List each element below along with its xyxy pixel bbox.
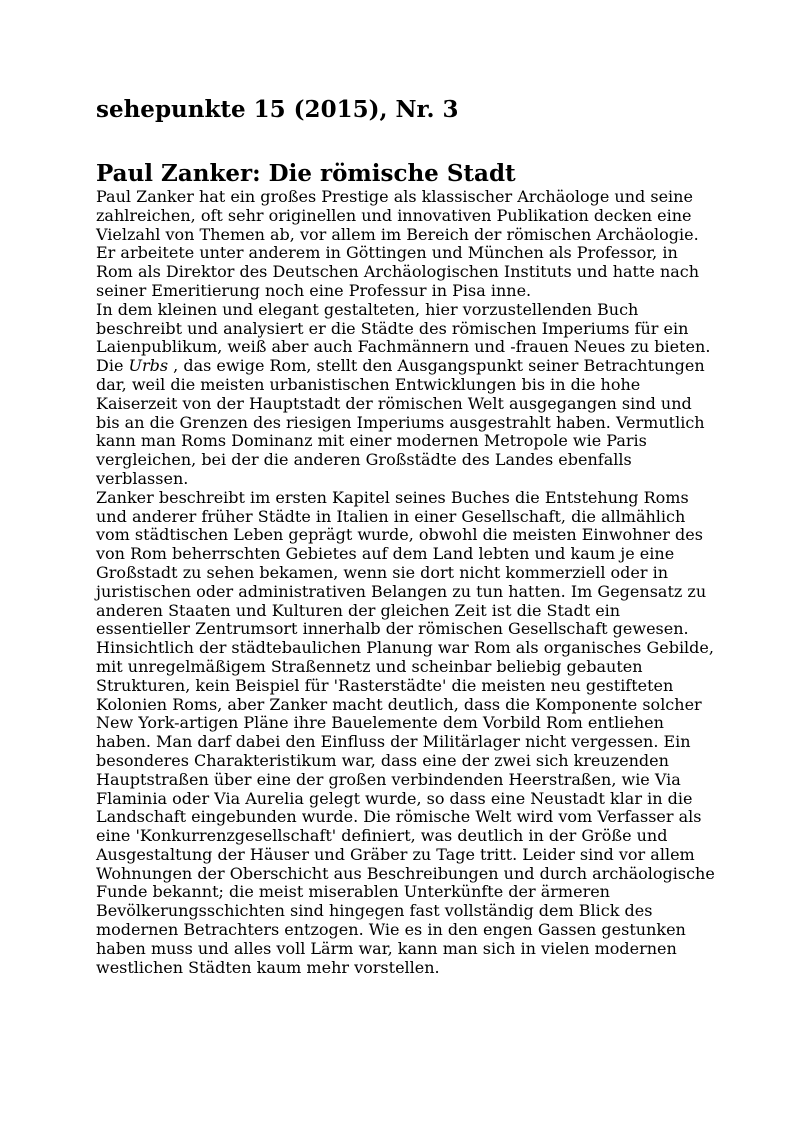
article-body — [96, 188, 716, 977]
paragraph-1-text: Paul Zanker hat ein großes Prestige als klassischer Archäologe und seine zahlreichen, oft sehr originellen und innovativen Publikation decken eine Vielzahl von Themen ab, vor allem im Bereich der römischen Archäologie. Er arbeitete unter anderem in Göttingen und München als Professor, in Rom als Direktor des Deutschen Archäologischen Instituts und hatte nach seiner Emeritierung noch eine Professur in Pisa inne. — [96, 187, 700, 300]
article-title: Paul Zanker: Die römische Stadt — [96, 160, 516, 187]
paragraph-3-text: Zanker beschreibt im ersten Kapitel seines Buches die Entstehung Roms und anderer früher Städte in Italien in einer Gesellschaft, die allmählich vom städtischen Leben geprägt wurde, obwohl die meisten Einwohner des von Rom beherrschten Gebietes auf dem Land lebten und kaum je eine Großstadt zu sehen bekamen, wenn sie dort nicht kommerziell oder in juristischen oder administrativen Belangen zu tun hatten. Im Gegensatz zu anderen Staaten und Kulturen der gleichen Zeit ist die Stadt ein essentieller Zentrumsort innerhalb der römischen Gesellschaft gewesen. — [96, 487, 707, 639]
paragraph-2-text-start: In dem kleinen und elegant gestalteten, hier vorzustellenden Buch beschreibt und analysiert er die Städte des römischen Imperiums für ein Laienpublikum, weiß aber auch Fachmännern und -frauen Neues zu bieten. Die — [96, 299, 711, 376]
paragraph-2-text-end: , das ewige Rom, stellt den Ausgangspunkt seiner Betrachtungen dar, weil die meisten urbanistischen Entwicklungen bis in die hohe Kaiserzeit von der Hauptstadt der römischen Welt ausgegangen sind und bis an die Grenzen des riesigen Imperiums ausgestrahlt haben. Vermutlich kann man Roms Dominanz mit einer modernen Metropole wie Paris vergleichen, bei der die anderen Großstädte des Landes ebenfalls verblassen. — [96, 356, 705, 488]
paragraph-4-text: Hinsichtlich der städtebaulichen Planung war Rom als organisches Gebilde, mit unregelmäßigem Straßennetz und scheinbar beliebig gebauten Strukturen, kein Beispiel für 'Rasterstädte' die meisten neu gestifteten Kolonien Roms, aber Zanker macht deutlich, dass die Komponente solcher New York-artigen Pläne ihre Bauelemente dem Vorbild Rom entliehen haben. Man darf dabei den Einfluss der Militärlager nicht vergessen. Ein besonderes Charakteristikum war, dass eine der zwei sich kreuzenden Hauptstraßen über eine der großen verbindenden Heerstraßen, wie Via Flaminia oder Via Aurelia gelegt wurde, so dass eine Neustadt klar in die Landschaft eingebunden wurde. Die römische Welt wird vom Verfasser als eine 'Konkurrenzgesellschaft' definiert, was deutlich in der Größe und Ausgestaltung der Häuser und Gräber zu Tage tritt. Leider sind vor allem Wohnungen der Oberschicht aus Beschreibungen und durch archäologische Funde bekannt; die meist miserablen Unterkünfte der ärmeren Bevölkerungsschichten sind hingegen fast vollständig dem Blick des modernen Betrachters entzogen. Wie es in den engen Gassen gestunken haben muss und alles voll Lärm war, kann man sich in vielen modernen westlichen Städten kaum mehr vorstellen. — [96, 638, 715, 977]
paragraph-2-emphasis: Urbs — [128, 356, 169, 376]
paragraph-4 — [96, 639, 716, 977]
paragraph-1 — [96, 188, 716, 301]
document-page — [96, 92, 716, 977]
paragraph-3 — [96, 489, 716, 639]
paragraph-2 — [96, 301, 716, 489]
journal-citation: sehepunkte 15 (2015), Nr. 3 — [96, 96, 459, 123]
